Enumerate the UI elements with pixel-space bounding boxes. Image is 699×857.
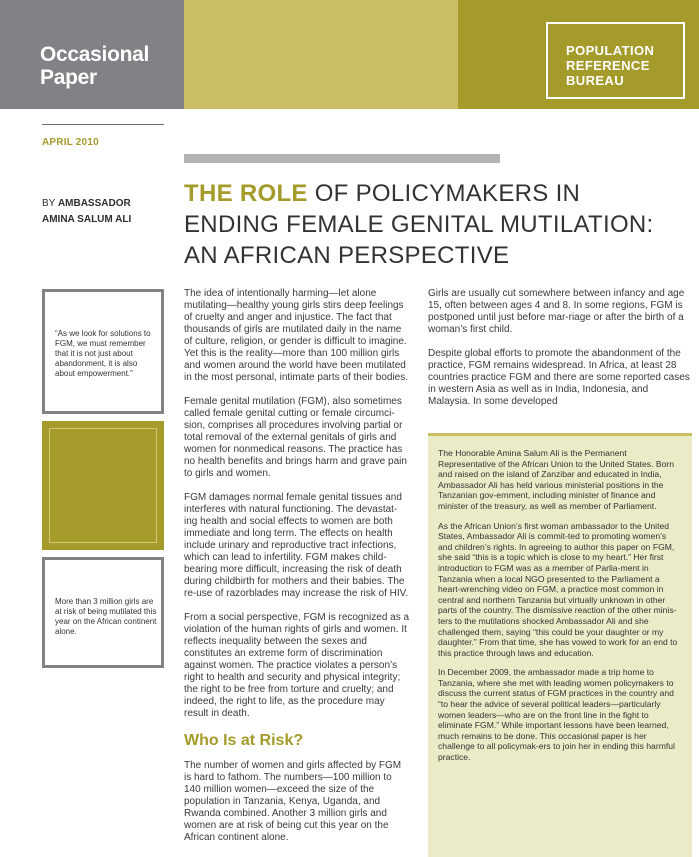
header-grey-band — [0, 0, 184, 109]
body-column-1 — [184, 288, 410, 856]
byline-line2: AMINA SALUM ALI — [42, 214, 132, 225]
header-olive-light-band — [184, 0, 458, 109]
series-title-line1: Occasional — [40, 43, 150, 66]
bio-paragraph: In December 2009, the ambassador made a trip home to Tanzania, where she met with leading women policymakers to discuss the current status of FGM practices in the country and “to hear the advice of several political leaders—particularly women leaders—who are on the front line in the fight to eliminate FGM.” While important lessons have been learned, much remains to be done. This occasional paper is her challenge to all policymak-ers to join her in ending this harmful practice. — [438, 667, 675, 763]
paragraph: The idea of intentionally harming—let alone mutilating—healthy young girls stirs deep feelings of cruelty and anger and injustice. The fact that thousands of girls are mutilated daily in the name of culture, religion, or gender is difficult to imagine. Yet this is the reality—more than 100 million girls and women around the world have been mutilated in the most personal, intimate parts of their bodies. — [184, 288, 409, 383]
paragraph: Female genital mutilation (FGM), also sometimes called female genital cutting or female circumci-sion, comprises all procedures involving partial or total removal of the external genitals of girls and women for nonmedical reasons. The practice has no health benefits and brings harm and grave pain to girls and women. — [184, 396, 407, 479]
decorative-olive-square — [42, 421, 164, 550]
date-divider — [42, 124, 164, 125]
series-title-line2: Paper — [40, 66, 97, 89]
title-line3: AN AFRICAN PERSPECTIVE — [184, 242, 510, 269]
org-name-line2: REFERENCE — [566, 58, 650, 73]
byline — [42, 196, 131, 228]
organization-logo — [546, 22, 685, 99]
paragraph: The number of women and girls affected by FGM is hard to fathom. The numbers—100 million to 140 million women—exceed the size of the population in Tanzania, Kenya, Uganda, and Rwanda combined. Another 3 million girls and women are at risk of being cut this year on the African continent alone. — [184, 760, 402, 843]
paragraph: Despite global efforts to promote the abandonment of the practice, FGM remains widespread. In Africa, at least 28 countries practice FGM and there are some reported cases in western Asia as well as in India, Indonesia, and Malaysia. In some developed — [428, 348, 690, 407]
bio-paragraph: The Honorable Amina Salum Ali is the Permanent Representative of the African Union to the United States. Born and raised on the island of Zanzibar and educated in India, Ambassador Ali has held various ministerial positions in the Tanzanian gov-ernment, including minister of finance and minister of the treasury, as well as member of Parliament. — [438, 448, 674, 511]
title-rule — [184, 154, 500, 163]
bio-paragraph: As the African Union’s first woman ambassador to the United States, Ambassador Ali is commit-ted to promoting women’s and children’s rights. In agreeing to author this paper on FGM, she said “this is a topic which is close to my heart.” Her first introduction to FGM was as a member of Parlia-ment in Tanzania when a local NGO presented to the Parliament a heart-wrenching video on FGM, a practice most common in central and northern Tanzania but virtually unknown in other parts of the country. The dismissive reaction of the other minis-ters to the mutilations shocked Ambassador Ali and she challenged them, saying “this could be your daughter or my daughter.” From that time, she has vowed to work for an end to this practice through laws and education. — [438, 520, 678, 658]
org-name-line1: POPULATION — [566, 43, 655, 58]
page-title — [184, 178, 694, 271]
series-title — [40, 43, 149, 89]
title-line2: ENDING FEMALE GENITAL MUTILATION: — [184, 211, 654, 238]
org-name-line3: BUREAU — [566, 73, 625, 88]
body-column-2 — [428, 288, 692, 420]
title-rest-line1: OF POLICYMAKERS IN — [307, 180, 581, 207]
pull-quote-text: “As we look for solutions to FGM, we must remember that it is not just about abandonment, it is also about empowerment.” — [55, 329, 151, 378]
decorative-olive-inner-frame — [49, 428, 157, 543]
byline-line1: AMBASSADOR — [57, 198, 131, 209]
byline-prefix: BY — [42, 198, 58, 209]
publication-date: APRIL 2010 — [42, 137, 99, 148]
stat-callout-text: More than 3 million girls are at risk of being mutilated this year on the African continent alone. — [55, 597, 157, 636]
section-heading: Who Is at Risk? — [184, 732, 304, 749]
paragraph: From a social perspective, FGM is recognized as a violation of the human rights of girls and women. It reflects inequality between the sexes and constitutes an extreme form of discrimination against women. The practice violates a person’s right to health and security and physical integrity; the right to be free from torture and cruelty; and indeed, the right to life, as the procedure may result in death. — [184, 612, 410, 719]
paragraph: Girls are usually cut somewhere between infancy and age 15, often between ages 4 and 8. In some regions, FGM is postponed until just before mar-riage or after the birth of a woman’s first child. — [428, 288, 685, 335]
title-highlight: THE ROLE — [184, 180, 308, 207]
author-bio-box — [428, 433, 692, 857]
paragraph: FGM damages normal female genital tissues and interferes with natural functioning. The devastat-ing health and social effects to women are both immediate and long term. The effects on health include urinary and reproductive tract infections, which can lead to infertility. FGM makes child-bearing more difficult, increasing the risk of death during childbirth for mothers and their babies. The re-use of razorblades may increase the risk of HIV. — [184, 492, 409, 599]
stat-callout-box — [42, 557, 164, 668]
pull-quote-box — [42, 289, 164, 414]
